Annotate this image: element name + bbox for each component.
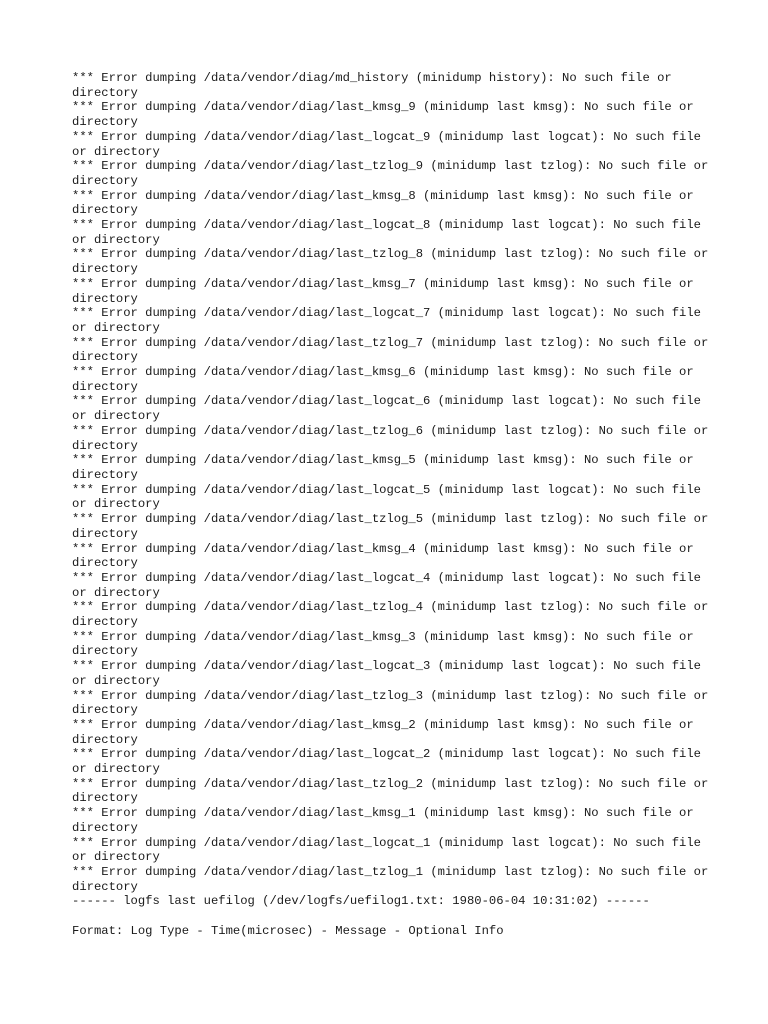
log-entry: *** Error dumping /data/vendor/diag/last_kmsg_1 (minidump last kmsg): No such file or directory (72, 806, 701, 835)
log-entry: *** Error dumping /data/vendor/diag/last_kmsg_7 (minidump last kmsg): No such file or directory (72, 276, 701, 306)
error-log-list (72, 71, 716, 894)
log-document (72, 71, 716, 938)
log-entry: *** Error dumping /data/vendor/diag/last_tzlog_9 (minidump last tzlog): No such file or directory (72, 159, 716, 188)
log-entry: *** Error dumping /data/vendor/diag/last_kmsg_6 (minidump last kmsg): No such file or directory (72, 365, 701, 394)
log-entry: *** Error dumping /data/vendor/diag/last_kmsg_5 (minidump last kmsg): No such file or directory (72, 453, 701, 482)
log-entry: *** Error dumping /data/vendor/diag/last_logcat_6 (minidump last logcat): No such file or directory (72, 394, 709, 424)
blank-line (72, 909, 712, 924)
log-entry: *** Error dumping /data/vendor/diag/last_logcat_7 (minidump last logcat): No such file or directory (72, 306, 709, 335)
log-entry: *** Error dumping /data/vendor/diag/last_tzlog_1 (minidump last tzlog): No such file or directory (72, 864, 716, 894)
section-header: ------ logfs last uefilog (/dev/logfs/uefilog1.txt: 1980-06-04 10:31:02) ------ (72, 894, 650, 909)
log-entry: *** Error dumping /data/vendor/diag/last_kmsg_2 (minidump last kmsg): No such file or directory (72, 717, 701, 747)
log-entry: *** Error dumping /data/vendor/diag/last_tzlog_7 (minidump last tzlog): No such file or directory (72, 335, 716, 365)
log-entry: *** Error dumping /data/vendor/diag/last_tzlog_6 (minidump last tzlog): No such file or directory (72, 423, 716, 453)
log-entry: *** Error dumping /data/vendor/diag/last_logcat_2 (minidump last logcat): No such file or directory (72, 747, 709, 777)
format-line: Format: Log Type - Time(microsec) - Message - Optional Info (72, 923, 504, 938)
log-entry: *** Error dumping /data/vendor/diag/last_logcat_4 (minidump last logcat): No such file or directory (72, 570, 709, 600)
log-entry: *** Error dumping /data/vendor/diag/last_kmsg_8 (minidump last kmsg): No such file or directory (72, 188, 701, 218)
log-entry: *** Error dumping /data/vendor/diag/last_logcat_3 (minidump last logcat): No such file or directory (72, 659, 709, 688)
log-entry: *** Error dumping /data/vendor/diag/last_kmsg_3 (minidump last kmsg): No such file or directory (72, 629, 701, 659)
log-entry: *** Error dumping /data/vendor/diag/last_kmsg_4 (minidump last kmsg): No such file or directory (72, 541, 701, 571)
log-entry: *** Error dumping /data/vendor/diag/md_history (minidump history): No such file or directory (72, 71, 680, 100)
log-entry: *** Error dumping /data/vendor/diag/last_kmsg_9 (minidump last kmsg): No such file or directory (72, 100, 701, 130)
log-entry: *** Error dumping /data/vendor/diag/last_logcat_8 (minidump last logcat): No such file or directory (72, 218, 709, 247)
log-entry: *** Error dumping /data/vendor/diag/last_logcat_1 (minidump last logcat): No such file or directory (72, 835, 709, 865)
log-entry: *** Error dumping /data/vendor/diag/last_tzlog_3 (minidump last tzlog): No such file or directory (72, 688, 716, 718)
log-entry: *** Error dumping /data/vendor/diag/last_tzlog_2 (minidump last tzlog): No such file or directory (72, 776, 716, 806)
log-entry: *** Error dumping /data/vendor/diag/last_tzlog_5 (minidump last tzlog): No such file or directory (72, 512, 716, 541)
log-entry: *** Error dumping /data/vendor/diag/last_logcat_5 (minidump last logcat): No such file or directory (72, 482, 709, 512)
log-entry: *** Error dumping /data/vendor/diag/last_logcat_9 (minidump last logcat): No such file or directory (72, 129, 709, 159)
log-entry: *** Error dumping /data/vendor/diag/last_tzlog_4 (minidump last tzlog): No such file or directory (72, 600, 716, 630)
log-entry: *** Error dumping /data/vendor/diag/last_tzlog_8 (minidump last tzlog): No such file or directory (72, 247, 716, 277)
